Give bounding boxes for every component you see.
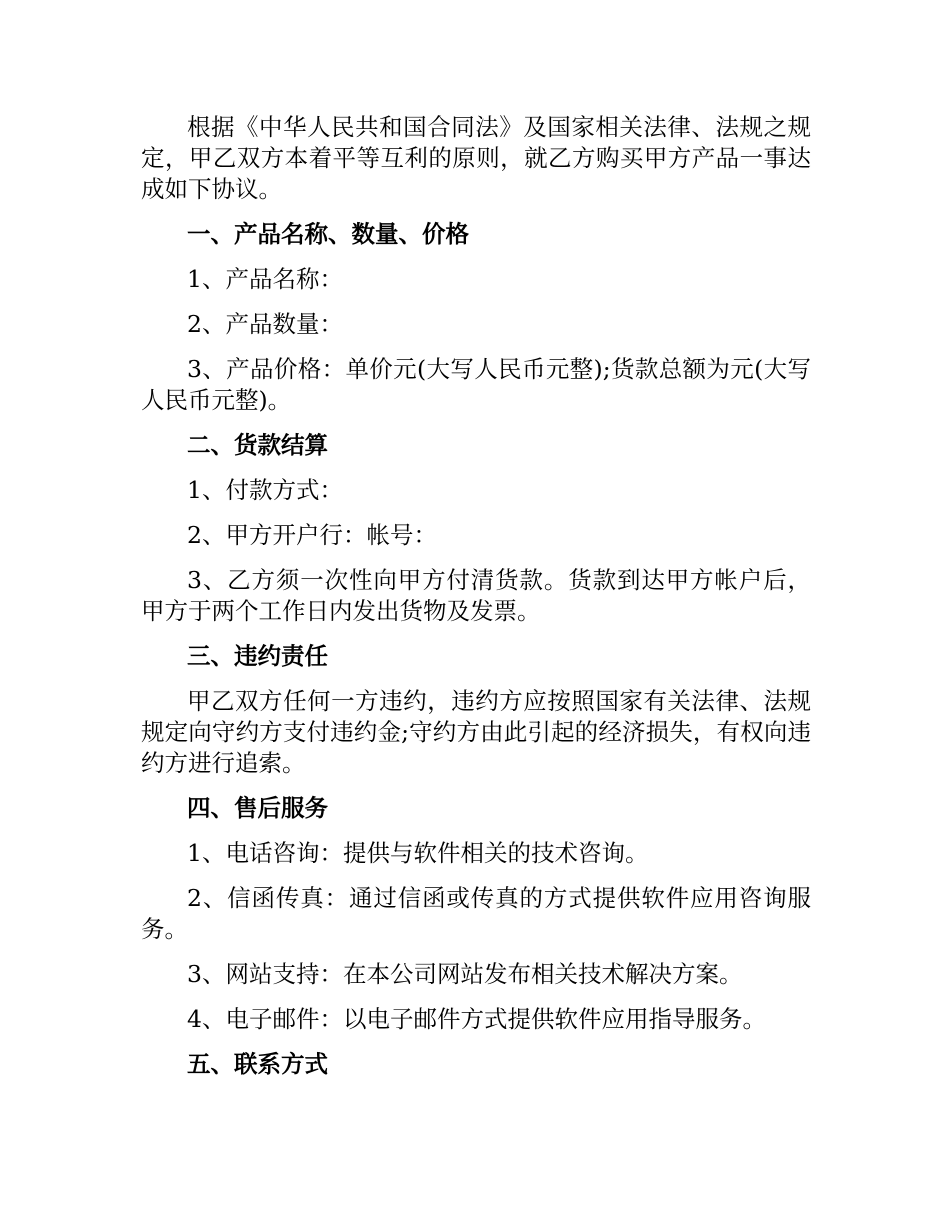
product-quantity-line: 2、产品数量：	[187, 310, 343, 338]
email-support-line: 4、电子邮件：以电子邮件方式提供软件应用指导服务。	[187, 1005, 766, 1033]
section-heading-contact: 五、联系方式	[187, 1050, 328, 1078]
document-body	[141, 112, 811, 1094]
payment-method-line: 1、付款方式：	[187, 476, 343, 504]
section-heading-payment: 二、货款结算	[187, 431, 328, 459]
fax-support-line: 2、信函传真：通过信函或传真的方式提供软件应用咨询服务。	[141, 884, 811, 943]
liability-paragraph: 甲乙双方任何一方违约，违约方应按照国家有关法律、法规规定向守约方支付违约金;守约方由此引起的经济损失，有权向违约方进行追索。	[141, 687, 811, 777]
website-support-line: 3、网站支持：在本公司网站发布相关技术解决方案。	[187, 960, 743, 988]
product-name-line: 1、产品名称：	[187, 265, 343, 293]
product-price-line: 3、产品价格：单价元(大写人民币元整);货款总额为元(大写人民币元整)。	[141, 355, 811, 414]
section-heading-after-sales: 四、售后服务	[187, 794, 328, 822]
phone-support-line: 1、电话咨询：提供与软件相关的技术咨询。	[187, 839, 649, 867]
bank-account-line: 2、甲方开户行：帐号：	[187, 521, 437, 549]
payment-terms-line: 3、乙方须一次性向甲方付清货款。货款到达甲方帐户后，甲方于两个工作日内发出货物及发票。	[141, 566, 811, 625]
section-heading-product: 一、产品名称、数量、价格	[187, 220, 469, 248]
section-heading-liability: 三、违约责任	[187, 642, 328, 670]
intro-paragraph: 根据《中华人民共和国合同法》及国家相关法律、法规之规定，甲乙双方本着平等互利的原则，就乙方购买甲方产品一事达成如下协议。	[141, 113, 811, 203]
